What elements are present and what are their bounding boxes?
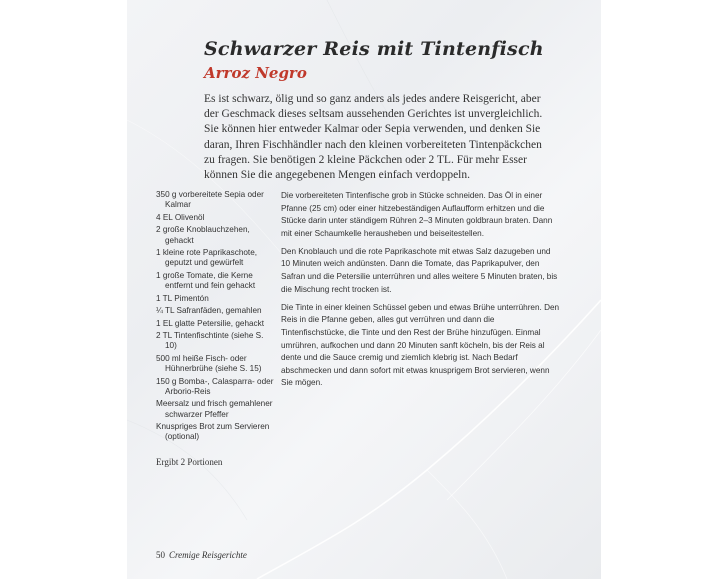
- page-footer: [156, 550, 247, 560]
- ingredient-item: 1 kleine rote Paprikaschote, geputzt und gewürfelt: [156, 248, 258, 268]
- section-name: Cremige Reisgerichte: [169, 550, 247, 560]
- ingredient-item: 150 g Bomba-, Calasparra- oder Arborio-Reis: [156, 376, 274, 396]
- ingredient-item: ¼ TL Safranfäden, gemahlen: [156, 306, 262, 316]
- recipe-intro: Es ist schwarz, ölig und so ganz anders als jedes andere Reisgericht, aber der Geschmack dieses seltsam aussehenden Gerichtes ist unvergleichlich. Sie können hier entweder Kalmar oder Sepia verwenden, und denken Sie daran, Ihren Fischhändler nach den kleinen vorbereiteten Tintenpäckchen zu fragen. Sie benötigen 2 kleine Päckchen oder 2 TL. Für mehr Esser können Sie die angegebenen Mengen einfach verdoppeln.: [204, 93, 543, 182]
- ingredient-item: 2 große Knoblauchzehen, gehackt: [156, 225, 250, 245]
- ingredient-item: 4 EL Olivenöl: [156, 212, 205, 222]
- recipe-page: [127, 0, 601, 579]
- ingredient-list: [156, 190, 274, 445]
- ingredient-item: 2 TL Tintenfischtinte (siehe S. 10): [156, 331, 264, 351]
- method-step: Die Tinte in einer kleinen Schüssel geben und etwas Brühe unterrühren. Den Reis in die Pfanne geben, alles gut verrühren und dann die Tintenfischstücke, die Tinte und den Rest der Brühe hinzufügen. Einmal umrühren, aufkochen und dann 20 Minuten sanft köcheln, bis der Reis al dente und die Sauce cremig und ziemlich klebrig ist. Nach Bedarf abschmecken und dann sofort mit etwas knusprigem Brot servieren, wenn Sie mögen.: [281, 302, 560, 388]
- ingredient-item: 1 TL Pimentón: [156, 293, 209, 303]
- ingredient-item: 1 große Tomate, die Kerne entfernt und fein gehackt: [156, 270, 256, 291]
- ingredient-item: 500 ml heiße Fisch- oder Hühnerbrühe (siehe S. 15): [156, 353, 262, 374]
- page-number: 50: [156, 550, 165, 560]
- recipe-title: Schwarzer Reis mit Tintenfisch: [204, 38, 544, 60]
- method-step: Die vorbereiteten Tintenfische grob in Stücke schneiden. Das Öl in einer Pfanne (25 cm) oder einer hitzebeständigen Auflaufform erhitzen und die Stücke darin unter ständigem Rühren 2–3 Minuten goldbraun braten. Dann mit einer Schaumkelle herausheben und beiseitestellen.: [281, 191, 553, 238]
- ingredient-item: 1 EL glatte Petersilie, gehackt: [156, 318, 265, 328]
- servings-yield: Ergibt 2 Portionen: [156, 457, 223, 467]
- recipe-subtitle: Arroz Negro: [204, 64, 307, 82]
- ingredient-item: Knuspriges Brot zum Servieren (optional): [156, 422, 270, 442]
- ingredient-item: Meersalz und frisch gemahlener schwarzer Pfeffer: [156, 399, 273, 419]
- method-steps: [281, 190, 561, 395]
- method-step: Den Knoblauch und die rote Paprikaschote mit etwas Salz dazugeben und 10 Minuten weich andünsten. Dann die Tomate, das Paprikapulver, den Safran und die Petersilie unterrühren und alles weitere 5 Minuten braten, bis die Mischung recht trocken ist.: [281, 246, 558, 294]
- ingredient-item: 350 g vorbereitete Sepia oder Kalmar: [156, 190, 264, 210]
